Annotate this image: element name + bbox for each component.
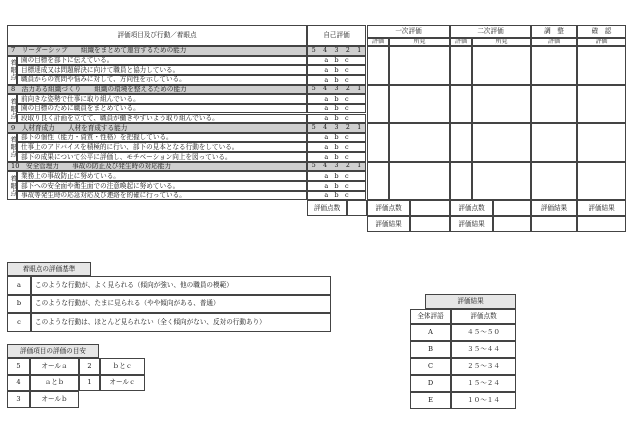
- second-eval-score-cell[interactable]: [450, 85, 472, 124]
- guide-cell: 4: [7, 375, 30, 392]
- result-table-title: 評価結果: [425, 294, 516, 309]
- confirm-result-value[interactable]: [577, 216, 626, 232]
- observation-point: 業務上の事故防止に努めている。: [17, 171, 307, 181]
- observation-point: 前向きな姿勢で仕事に取り組んでいる。: [17, 94, 307, 104]
- score-option[interactable]: 2: [345, 123, 350, 131]
- score-scale: [307, 123, 366, 133]
- result-grade: C: [410, 358, 451, 375]
- abc-rating[interactable]: a b c: [307, 152, 366, 162]
- category-title: 10 安全管理力 事故の防止及び発生時の対応能力: [7, 162, 307, 172]
- criteria-key: a: [7, 276, 31, 295]
- adjust-cell[interactable]: [531, 46, 577, 85]
- result-col-points: 評価点数: [451, 309, 516, 324]
- category-title: 9 人材育成力 人材を育成する能力: [7, 123, 307, 133]
- result-grade: D: [410, 375, 451, 392]
- adjust-cell[interactable]: [531, 162, 577, 201]
- first-eval-opinion-cell[interactable]: [389, 46, 450, 85]
- observation-point: 部下への安全面や衛生面での注意喚起に努めている。: [17, 181, 307, 191]
- adjust-score-header: 評価: [531, 38, 577, 46]
- result-range: ４５～５０: [451, 324, 516, 341]
- confirm-cell[interactable]: [577, 162, 626, 201]
- score-option[interactable]: 2: [345, 162, 350, 170]
- adjust-header: 調 整: [531, 25, 577, 38]
- score-option[interactable]: 4: [323, 85, 328, 93]
- guide-cell: オールｃ: [100, 375, 145, 392]
- result-col-grade: 全体評語: [410, 309, 451, 324]
- category-title: 7 リーダーシップ 組織をまとめて運営するための能力: [7, 46, 307, 56]
- chakugan-label: 着眼点: [7, 94, 17, 123]
- adjust-cell[interactable]: [531, 85, 577, 124]
- confirm-cell[interactable]: [577, 123, 626, 162]
- item-column-header: 評価項目及び行動／着眼点: [7, 25, 307, 46]
- score-option[interactable]: 5: [311, 85, 316, 93]
- second-eval-score-cell[interactable]: [450, 46, 472, 85]
- confirm-cell[interactable]: [577, 85, 626, 124]
- guide-cell: 3: [7, 391, 30, 408]
- abc-rating[interactable]: a b c: [307, 181, 366, 191]
- first-eval-opinion-cell[interactable]: [389, 162, 450, 201]
- second-eval-opinion-cell[interactable]: [472, 123, 531, 162]
- guide-cell: オールｂ: [30, 391, 79, 408]
- adjust-result-value[interactable]: [531, 216, 577, 232]
- score-option[interactable]: 1: [357, 46, 362, 54]
- criteria-key: b: [7, 295, 31, 314]
- result-grade: B: [410, 341, 451, 358]
- criteria-title: 着眼点の評価基準: [7, 262, 91, 276]
- chakugan-label: 着眼点: [7, 171, 17, 200]
- score-option[interactable]: 1: [357, 162, 362, 170]
- abc-rating[interactable]: a b c: [307, 65, 366, 75]
- score-option[interactable]: 1: [357, 123, 362, 131]
- score-option[interactable]: 5: [311, 162, 316, 170]
- first-eval-score-cell[interactable]: [367, 162, 389, 201]
- abc-rating[interactable]: a b c: [307, 104, 366, 114]
- result-grade: A: [410, 324, 451, 341]
- observation-point: 部下の成果について公平に評価し、モチベーション向上を図っている。: [17, 152, 307, 162]
- criteria-text: このような行動が、たまに見られる（やや傾向がある、普通）: [31, 295, 331, 314]
- guide-cell: オールａ: [30, 358, 79, 375]
- abc-rating[interactable]: a b c: [307, 56, 366, 66]
- self-points-label: 評価点数: [307, 200, 347, 216]
- confirm-score-header: 評価: [577, 38, 626, 46]
- score-scale: [307, 46, 366, 56]
- abc-rating[interactable]: a b c: [307, 171, 366, 181]
- second-eval-header: 二次評価: [450, 25, 531, 38]
- confirm-header: 確 認: [577, 25, 626, 38]
- score-option[interactable]: 3: [334, 46, 339, 54]
- criteria-text: このような行動が、よく見られる（傾向が強い、他の職員の模範）: [31, 276, 331, 295]
- observation-point: 仕事上のアドバイスを積極的に行い、部下の見本となる行動をしている。: [17, 142, 307, 152]
- first-result-label: 評価結果: [367, 216, 410, 232]
- second-eval-opinion-cell[interactable]: [472, 162, 531, 201]
- second-points-label: 評価点数: [450, 200, 493, 216]
- observation-point: 段取り良く計画を立てて、職員が働きやすいよう取り組んでいる。: [17, 114, 307, 124]
- result-range: １５～２４: [451, 375, 516, 392]
- first-eval-score-cell[interactable]: [367, 46, 389, 85]
- second-result-label: 評価結果: [450, 216, 493, 232]
- score-option[interactable]: 1: [357, 85, 362, 93]
- chakugan-label: 着眼点: [7, 133, 17, 162]
- criteria-text: このような行動は、ほとんど見られない（全く傾向がない、反対の行動あり）: [31, 313, 331, 332]
- second-eval-opinion-cell[interactable]: [472, 85, 531, 124]
- observation-point: 職員からの質問や悩みに対して、方向性を示している。: [17, 75, 307, 85]
- second-eval-opinion-header: 所見: [472, 38, 531, 46]
- self-points-value[interactable]: [347, 200, 367, 216]
- observation-point: 事故等発生時の応急対応及び連絡を的確に行っている。: [17, 191, 307, 201]
- abc-rating[interactable]: a b c: [307, 94, 366, 104]
- result-range: １０～１４: [451, 392, 516, 409]
- confirm-cell[interactable]: [577, 46, 626, 85]
- adjust-result-label: 評価結果: [531, 200, 577, 216]
- result-grade: E: [410, 392, 451, 409]
- second-eval-score-cell[interactable]: [450, 162, 472, 201]
- score-option[interactable]: 4: [323, 46, 328, 54]
- result-range: ２５～３４: [451, 358, 516, 375]
- first-eval-opinion-cell[interactable]: [389, 85, 450, 124]
- first-eval-opinion-cell[interactable]: [389, 123, 450, 162]
- abc-rating[interactable]: a b c: [307, 142, 366, 152]
- score-option[interactable]: 4: [323, 123, 328, 131]
- guide-cell: ａとｂ: [30, 375, 79, 392]
- second-result-value[interactable]: [493, 216, 531, 232]
- score-option[interactable]: 5: [311, 123, 316, 131]
- score-option[interactable]: 2: [345, 46, 350, 54]
- first-points-value[interactable]: [410, 200, 450, 216]
- self-eval-header: 自己評価: [307, 25, 366, 46]
- abc-rating[interactable]: a b c: [307, 191, 366, 201]
- guide-cell: ｂとｃ: [100, 358, 145, 375]
- guide-cell: 1: [79, 375, 100, 392]
- second-eval-score-cell[interactable]: [450, 123, 472, 162]
- first-eval-score-cell[interactable]: [367, 123, 389, 162]
- confirm-result-label: 評価結果: [577, 200, 626, 216]
- second-eval-score-header: 評価: [450, 38, 472, 46]
- score-option[interactable]: 5: [311, 46, 316, 54]
- criteria-key: c: [7, 313, 31, 332]
- score-option[interactable]: 3: [334, 123, 339, 131]
- abc-rating[interactable]: a b c: [307, 75, 366, 85]
- category-title: 8 活力ある組織づくり 組織の環境を整えるための能力: [7, 85, 307, 95]
- observation-point: 園の目標を部下に伝えている。: [17, 56, 307, 66]
- score-option[interactable]: 3: [334, 85, 339, 93]
- abc-rating[interactable]: a b c: [307, 114, 366, 124]
- first-eval-score-cell[interactable]: [367, 85, 389, 124]
- first-eval-header: 一次評価: [367, 25, 450, 38]
- first-eval-opinion-header: 所見: [389, 38, 450, 46]
- guide-cell: 5: [7, 358, 30, 375]
- score-option[interactable]: 4: [323, 162, 328, 170]
- chakugan-label: 着眼点: [7, 56, 17, 85]
- abc-rating[interactable]: a b c: [307, 133, 366, 143]
- second-eval-opinion-cell[interactable]: [472, 46, 531, 85]
- first-points-label: 評価点数: [367, 200, 410, 216]
- score-option[interactable]: 2: [345, 85, 350, 93]
- observation-point: 部下の個性（能力・資質・性格）を把握している。: [17, 133, 307, 143]
- score-scale: [307, 85, 366, 95]
- score-option[interactable]: 3: [334, 162, 339, 170]
- guide-cell: 2: [79, 358, 100, 375]
- result-range: ３５～４４: [451, 341, 516, 358]
- adjust-cell[interactable]: [531, 123, 577, 162]
- second-points-value[interactable]: [493, 200, 531, 216]
- first-result-value[interactable]: [410, 216, 450, 232]
- first-eval-score-header: 評価: [367, 38, 389, 46]
- observation-point: 目標達成又は問題解決に向けて職員と協力している。: [17, 65, 307, 75]
- score-scale: [307, 162, 366, 172]
- observation-point: 園の目標のために職員をまとめている。: [17, 104, 307, 114]
- guide-title: 評価項目の評価の目安: [7, 344, 99, 358]
